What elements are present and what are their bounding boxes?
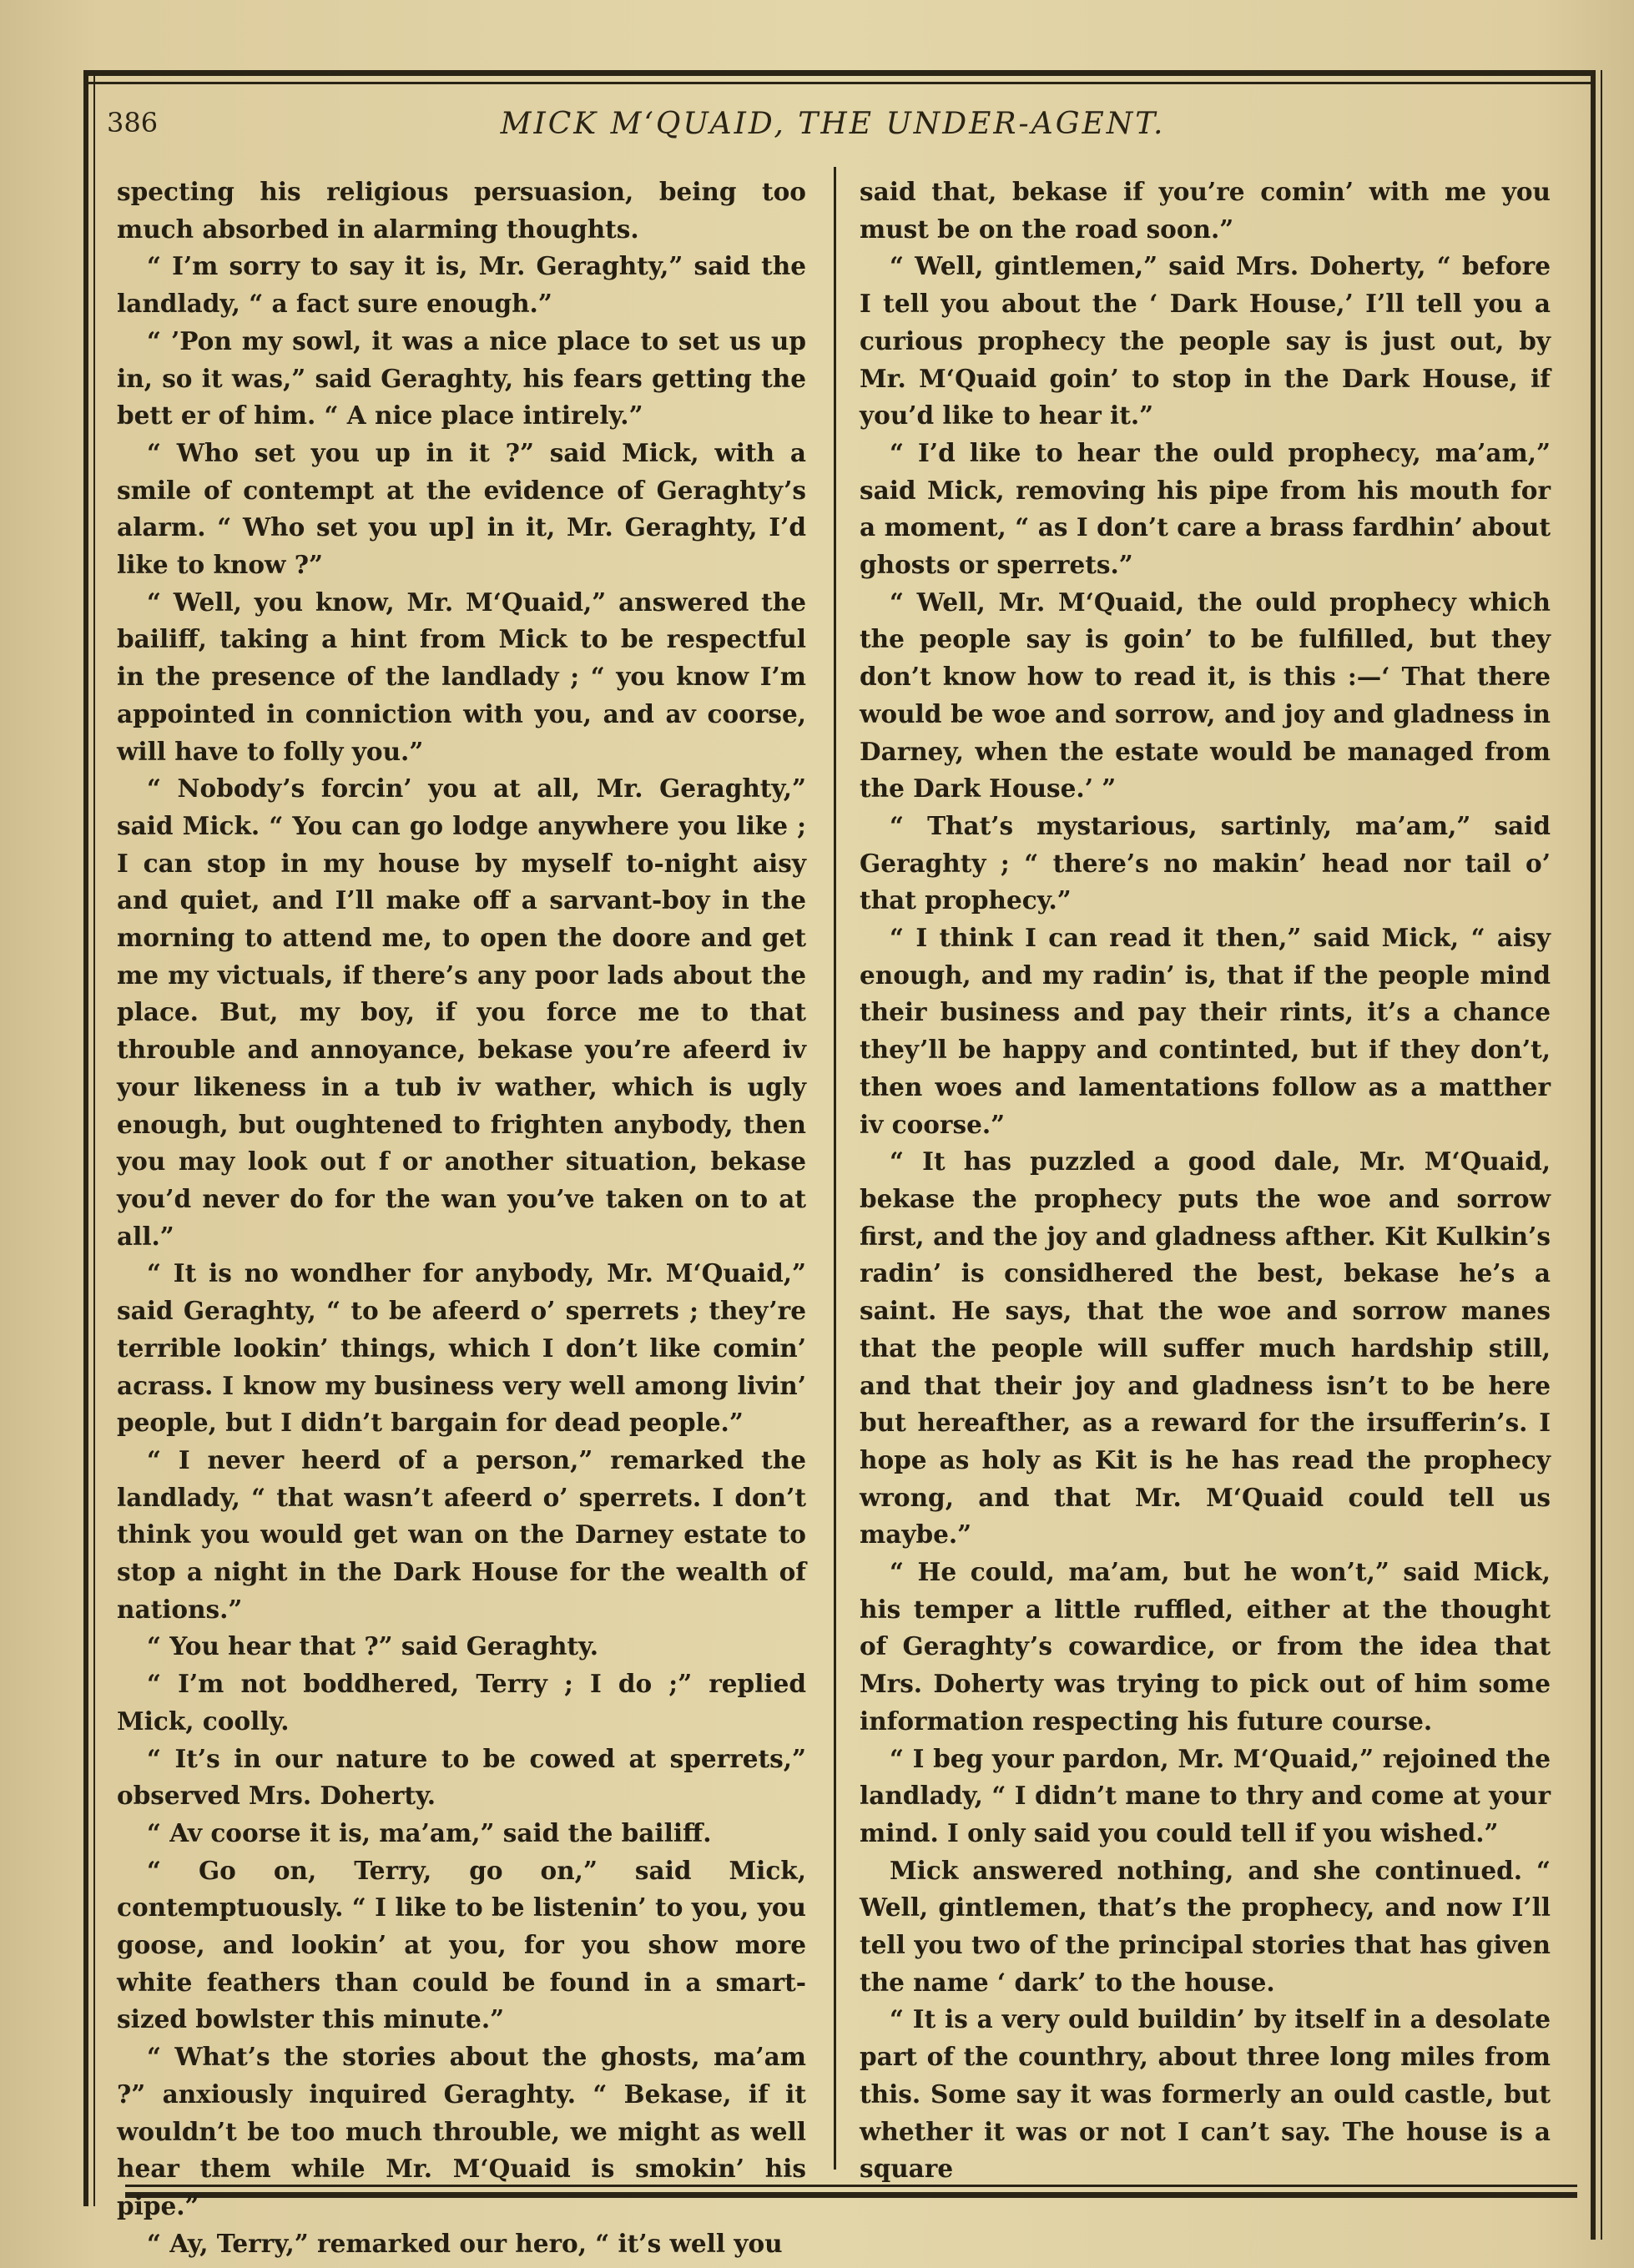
paragraph: said that, bekase if you’re comin’ with me you must be on the road soon.” [860, 177, 1551, 244]
page-number: 386 [107, 107, 159, 139]
paragraph: “ I think I can read it then,” said Mick, “ aisy enough, and my radin’ is, that if the people mind their business and pay their rints, it’s a chance they’ll be happy and continted, but if they don’t, then woes and lamentations follow as a matther iv coorse.” [860, 923, 1551, 1139]
paragraph: “ Well, you know, Mr. M‘Quaid,” answered the bailiff, taking a hint from Mick to be respectful in the presence of the landlady ; “ you know I’m appointed in conniction with you, and av coorse, will have to folly you.” [117, 587, 806, 766]
text-column-right [860, 174, 1551, 2184]
paragraph: “ Go on, Terry, go on,” said Mick, contemptuously. “ I like to be listenin’ to you, you goose, and lookin’ at you, for you show more white feathers than could be found in a smart-sized bowlster this minute.” [117, 1855, 806, 2034]
column-divider [834, 167, 836, 2170]
left-border-rule-thin [93, 70, 95, 2206]
paragraph: Mick answered nothing, and she continued. “ Well, gintlemen, that’s the prophecy, and now I’ll tell you two of the principal stories that has given the name ‘ dark’ to the house. [860, 1855, 1551, 1997]
page-header [107, 107, 1559, 157]
paragraph: “ That’s mystarious, sartinly, ma’am,” said Geraghty ; “ there’s no makin’ head nor tail o’ that prophecy.” [860, 810, 1551, 915]
paragraph: “ Who set you up in it ?” said Mick, with a smile of contempt at the evidence of Geraghty’s alarm. “ Who set you up] in it, Mr. Geraghty, I’d like to know ?” [117, 437, 806, 580]
paragraph: “ ’Pon my sowl, it was a nice place to set us up in, so it was,” said Geraghty, his fears getting the bett er of him. “ A nice place intirely.” [117, 325, 806, 431]
paragraph: “ You hear that ?” said Geraghty. [147, 1631, 599, 1661]
paragraph: “ Well, gintlemen,” said Mrs. Doherty, “ before I tell you about the ‘ Dark House,’ I’ll tell you a curious prophecy the people say is just out, by Mr. M‘Quaid goin’ to stop in the Dark House, if you’d like to hear it.” [860, 251, 1551, 431]
paragraph: “ Nobody’s forcin’ you at all, Mr. Geraghty,” said Mick. “ You can go lodge anywhere you like ; I can stop in my house by myself to-night aisy and quiet, and I’ll make off a sarvant-boy in the morning to attend me, to open the doore and get me my victuals, if there’s any poor lads about the place. But, my boy, if you force me to that throuble and annoyance, bekase you’re afeerd iv your likeness in a tub iv wather, which is ugly enough, but oughtened to frighten anybody, then you may look out f or another situation, bekase you’d never do for the wan you’ve taken on to at all.” [117, 774, 806, 1251]
paragraph: specting his religious persuasion, being too much absorbed in alarming thoughts. [117, 177, 806, 244]
top-border-rule [83, 70, 1594, 76]
left-border-rule [83, 70, 88, 2206]
right-border-rule-thin [1601, 70, 1602, 2240]
paragraph: “ It has puzzled a good dale, Mr. M‘Quaid, bekase the prophecy puts the woe and sorrow first, and the joy and gladness afther. Kit Kulkin’s radin’ is considhered the best, bekase he’s a saint. He says, that the woe and sorrow manes that the people will suffer much hardship still, and that their joy and gladness isn’t to be here but hereafther, as a reward for the irsufferin’s. I hope as holy as Kit is he has read the prophecy wrong, and that Mr. M‘Quaid could tell us maybe.” [860, 1147, 1551, 1550]
paragraph: “ Well, Mr. M‘Quaid, the ould prophecy which the people say is goin’ to be fulfilled, but they don’t know how to read it, is this :—‘ That there would be woe and sorrow, and joy and gladness in Darney, when the estate would be managed from the Dark House.’ ” [860, 587, 1551, 804]
paragraph: “ It is a very ould buildin’ by itself in a desolate part of the counthry, about three long miles from this. Some say it was formerly an ould castle, but whether it was or not I can’t say. The house is a square [860, 2004, 1551, 2184]
paragraph: “ It’s in our nature to be cowed at sperrets,” observed Mrs. Doherty. [117, 1743, 806, 1811]
paragraph: “ It is no wondher for anybody, Mr. M‘Quaid,” said Geraghty, “ to be afeerd o’ sperrets ; they’re terrible lookin’ things, which I don’t like comin’ acrass. I know my business very well among livin’ people, but I didn’t bargain for dead people.” [117, 1258, 806, 1438]
top-border-rule-thin [83, 82, 1594, 84]
paragraph: “ I’m sorry to say it is, Mr. Geraghty,” said the landlady, “ a fact sure enough.” [117, 251, 806, 319]
text-column-left [117, 174, 806, 2258]
paragraph: “ What’s the stories about the ghosts, ma’am ?” anxiously inquired Geraghty. “ Bekase, if it wouldn’t be too much throuble, we might as well hear them while Mr. M‘Quaid is smokin’ his pipe.” [117, 2042, 806, 2220]
paragraph: “ He could, ma’am, but he won’t,” said Mick, his temper a little ruffled, either at the thought of Geraghty’s cowardice, or from the idea that Mrs. Doherty was trying to pick out of him some information respecting his future course. [860, 1557, 1551, 1736]
paragraph: “ I never heerd of a person,” remarked the landlady, “ that wasn’t afeerd o’ sperrets. I don’t think you would get wan on the Darney estate to stop a night in the Dark House for the wealth of nations.” [117, 1444, 806, 1624]
paragraph: “ Av coorse it is, ma’am,” said the bailiff. [147, 1817, 712, 1847]
paragraph: “ I beg your pardon, Mr. M‘Quaid,” rejoined the landlady, “ I didn’t mane to thry and come at your mind. I only said you could tell if you wished.” [860, 1743, 1551, 1847]
running-title: MICK M‘QUAID, THE UNDER-AGENT. [500, 107, 1166, 141]
paragraph: “ I’d like to hear the ould prophecy, ma’am,” said Mick, removing his pipe from his mouth for a moment, “ as I don’t care a brass fardhin’ about ghosts or sperrets.” [860, 437, 1551, 580]
right-border-rule [1591, 70, 1596, 2240]
paragraph: “ I’m not boddhered, Terry ; I do ;” replied Mick, coolly. [117, 1669, 806, 1736]
paragraph: “ Ay, Terry,” remarked our hero, “ it’s well you [147, 2228, 783, 2258]
